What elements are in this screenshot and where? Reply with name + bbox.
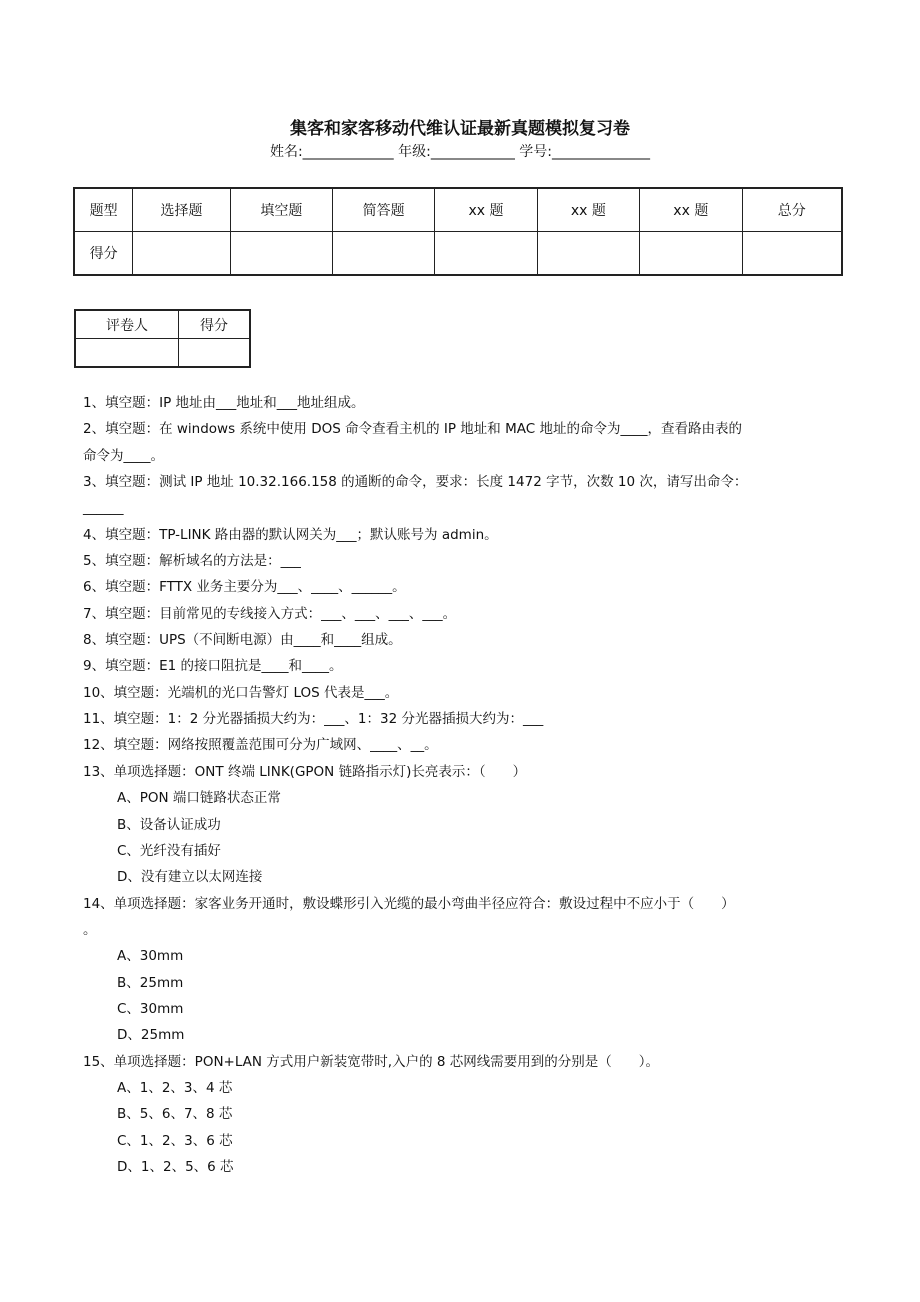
question-line: 4、填空题：TP-LINK 路由器的默认网关为___；默认账号为 admin。: [83, 526, 498, 543]
score-cell: [537, 232, 639, 276]
row-label: 得分: [74, 232, 133, 276]
page-title: 集客和家客移动代维认证最新真题模拟复习卷: [290, 119, 630, 139]
question-line: 6、填空题：FTTX 业务主要分为___、____、______。: [83, 579, 406, 596]
answer-option: C、光纤没有插好: [117, 842, 221, 859]
question-line: 命令为____。: [83, 447, 164, 464]
question-line: 。: [83, 921, 97, 938]
table-header-cell: 选择题: [133, 188, 231, 232]
question-line: 2、填空题：在 windows 系统中使用 DOS 命令查看主机的 IP 地址和 MAC 地址的命令为____，查看路由表的: [83, 421, 742, 438]
score-cell: [742, 232, 842, 276]
table-header-cell: 填空题: [230, 188, 332, 232]
answer-option: D、1、2、5、6 芯: [117, 1158, 234, 1175]
answer-option: B、25mm: [117, 974, 184, 991]
score-cell: [435, 232, 537, 276]
question-line: 14、单项选择题：家客业务开通时，敷设蝶形引入光缆的最小弯曲半径应符合：敷设过程中不应小于（ ）: [83, 895, 735, 912]
table-cell: [75, 339, 178, 368]
question-line: 15、单项选择题：PON+LAN 方式用户新装宽带时,入户的 8 芯网线需要用到的分别是（ ）。: [83, 1053, 660, 1070]
answer-option: A、PON 端口链路状态正常: [117, 790, 281, 807]
student-info: 姓名:_____________ 年级:____________ 学号:______________: [269, 144, 651, 160]
table-header-cell: xx 题: [537, 188, 639, 232]
grader-table: [74, 309, 251, 368]
answer-option: A、30mm: [117, 948, 184, 965]
question-line: 8、填空题：UPS（不间断电源）由____和____组成。: [83, 632, 402, 649]
question-line: 12、填空题：网络按照覆盖范围可分为广域网、____、__。: [83, 737, 438, 754]
score-cell: [230, 232, 332, 276]
answer-option: D、25mm: [117, 1027, 185, 1044]
table-header-cell: 题型: [74, 188, 133, 232]
score-table: [73, 187, 843, 276]
table-row: [75, 339, 250, 368]
table-header-cell: 得分: [178, 310, 250, 339]
answer-option: B、5、6、7、8 芯: [117, 1106, 233, 1123]
answer-option: C、30mm: [117, 1000, 184, 1017]
question-line: 10、填空题：光端机的光口告警灯 LOS 代表是___。: [83, 684, 399, 701]
question-line: 11、填空题：1：2 分光器插损大约为：___、1：32 分光器插损大约为：___: [83, 711, 544, 728]
question-line: ______: [83, 500, 124, 517]
table-header-cell: 评卷人: [75, 310, 178, 339]
table-row: [74, 188, 842, 232]
table-row: [75, 310, 250, 339]
score-cell: [640, 232, 742, 276]
table-row: [74, 232, 842, 276]
question-line: 5、填空题：解析域名的方法是：___: [83, 553, 301, 570]
question-list: [83, 390, 853, 1180]
table-cell: [178, 339, 250, 368]
question-line: 3、填空题：测试 IP 地址 10.32.166.158 的通断的命令，要求：长度 1472 字节，次数 10 次，请写出命令：: [83, 474, 748, 491]
question-line: 7、填空题：目前常见的专线接入方式：___、___、___、___。: [83, 605, 457, 622]
score-cell: [333, 232, 435, 276]
table-header-cell: 总分: [742, 188, 842, 232]
answer-option: B、设备认证成功: [117, 816, 221, 833]
answer-option: A、1、2、3、4 芯: [117, 1079, 233, 1096]
table-header-cell: xx 题: [435, 188, 537, 232]
question-line: 1、填空题：IP 地址由___地址和___地址组成。: [83, 395, 365, 411]
answer-option: C、1、2、3、6 芯: [117, 1132, 233, 1149]
score-cell: [133, 232, 231, 276]
answer-option: D、没有建立以太网连接: [117, 869, 263, 886]
question-line: 9、填空题：E1 的接口阻抗是____和____。: [83, 658, 343, 675]
table-header-cell: xx 题: [640, 188, 742, 232]
table-header-cell: 简答题: [333, 188, 435, 232]
question-line: 13、单项选择题：ONT 终端 LINK(GPON 链路指示灯)长亮表示：（ ）: [83, 763, 527, 780]
